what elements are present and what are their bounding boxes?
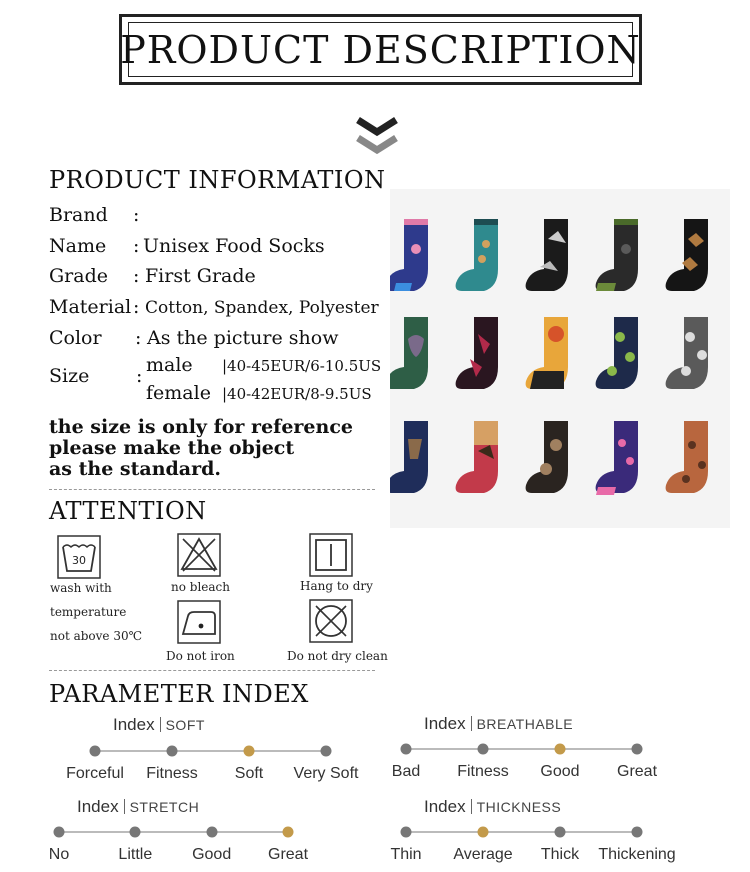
index-name: THICKNESS <box>476 799 562 815</box>
hang-to-dry-icon <box>309 533 353 577</box>
info-row-brand <box>49 204 140 226</box>
do-not-dry-clean-icon <box>309 599 353 643</box>
wash-temperature-icon <box>57 535 101 579</box>
wash-number: 30 <box>72 554 86 567</box>
index-separator <box>471 716 472 731</box>
index-dot-selected <box>283 827 294 838</box>
index-dot <box>90 746 101 757</box>
info-label: Material <box>49 296 132 318</box>
index-level-label: Very Soft <box>293 765 359 782</box>
chevron-down-icon <box>355 116 399 156</box>
index-level-label: Bad <box>391 763 421 780</box>
index-name: BREATHABLE <box>476 716 574 732</box>
size-male-label: male <box>146 354 193 376</box>
index-dot <box>555 827 566 838</box>
info-value: Cotton, Spandex, Polyester <box>145 298 379 318</box>
index-level-label: Great <box>616 763 658 780</box>
size-male-value: |40-45EUR/6-10.5US <box>222 357 382 375</box>
no-bleach-icon <box>177 533 221 577</box>
size-colon: : <box>136 365 143 387</box>
index-level-label: Thin <box>390 846 422 863</box>
attention-title: ATTENTION <box>49 497 207 525</box>
product-photo-grid <box>390 189 730 528</box>
info-colon: : <box>133 265 140 287</box>
page-title: PRODUCT DESCRIPTION <box>120 27 641 72</box>
index-level-label: No <box>48 846 70 863</box>
info-colon: : <box>133 296 140 318</box>
note-line: please make the object <box>49 437 295 459</box>
index-level-label: Fitness <box>146 765 198 782</box>
index-dot <box>206 827 217 838</box>
index-title-thickness <box>424 797 561 817</box>
info-value: As the picture show <box>147 327 339 349</box>
index-dot <box>130 827 141 838</box>
header-frame <box>119 14 642 85</box>
index-level-label: Good <box>192 846 232 863</box>
divider <box>49 670 375 671</box>
index-level-label: Good <box>540 763 580 780</box>
info-row-name <box>49 235 325 257</box>
divider <box>49 489 375 490</box>
index-dot <box>632 744 643 755</box>
index-level-label: Great <box>267 846 309 863</box>
index-label: Index <box>77 797 119 816</box>
index-level-label: Fitness <box>457 763 509 780</box>
do-not-dry-clean-label: Do not dry clean <box>287 649 388 663</box>
index-title-breathable <box>424 714 573 734</box>
index-name: STRETCH <box>129 799 200 815</box>
info-colon: : <box>133 204 140 226</box>
info-value: First Grade <box>145 265 256 287</box>
wash-line-1: wash with <box>50 581 112 595</box>
index-dot-selected <box>244 746 255 757</box>
index-level-label: Forceful <box>66 765 124 782</box>
index-label: Index <box>113 715 155 734</box>
size-female-value: |40-42EUR/8-9.5US <box>222 385 372 403</box>
index-dot <box>167 746 178 757</box>
info-row-material <box>49 296 379 318</box>
info-value: Unisex Food Socks <box>143 235 325 257</box>
index-dot <box>401 827 412 838</box>
index-dot <box>54 827 65 838</box>
index-track <box>59 831 288 833</box>
index-title-soft <box>113 715 205 735</box>
product-info-title: PRODUCT INFORMATION <box>49 166 386 194</box>
index-label: Index <box>424 714 466 733</box>
hang-to-dry-label: Hang to dry <box>300 579 373 593</box>
index-dot-selected <box>478 827 489 838</box>
wash-line-2: temperature <box>50 605 127 619</box>
parameter-index-title: PARAMETER INDEX <box>49 680 309 708</box>
wash-line-3: not above 30℃ <box>50 629 143 643</box>
info-label: Name <box>49 235 107 257</box>
size-note <box>49 417 353 480</box>
info-label: Color <box>49 327 102 349</box>
index-dot <box>478 744 489 755</box>
index-level-label: Thickening <box>598 846 676 863</box>
index-dot <box>401 744 412 755</box>
index-separator <box>160 717 161 732</box>
info-label: Grade <box>49 265 108 287</box>
info-colon: : <box>133 235 140 257</box>
index-dot <box>632 827 643 838</box>
size-label: Size <box>49 365 90 387</box>
info-row-color <box>49 327 339 349</box>
index-label: Index <box>424 797 466 816</box>
index-level-label: Little <box>118 846 153 863</box>
info-row-grade <box>49 265 256 287</box>
index-separator <box>471 799 472 814</box>
info-label: Brand <box>49 204 108 226</box>
index-track <box>95 750 326 752</box>
index-dot-selected <box>555 744 566 755</box>
note-line: the size is only for reference <box>49 416 353 438</box>
index-title-stretch <box>77 797 199 817</box>
size-female-label: female <box>146 382 211 404</box>
index-level-label: Average <box>453 846 513 863</box>
index-level-label: Soft <box>234 765 264 782</box>
no-bleach-label: no bleach <box>171 580 230 594</box>
size-female-row <box>146 382 211 404</box>
do-not-iron-label: Do not iron <box>166 649 235 663</box>
index-dot <box>321 746 332 757</box>
index-track <box>406 831 637 833</box>
do-not-iron-icon <box>177 600 221 644</box>
header-inner-frame <box>120 22 641 77</box>
info-colon: : <box>135 327 142 349</box>
index-track <box>406 748 637 750</box>
note-line: as the standard. <box>49 458 222 480</box>
size-male-row <box>146 354 193 376</box>
index-level-label: Thick <box>540 846 580 863</box>
index-separator <box>124 799 125 814</box>
index-name: SOFT <box>165 717 205 733</box>
